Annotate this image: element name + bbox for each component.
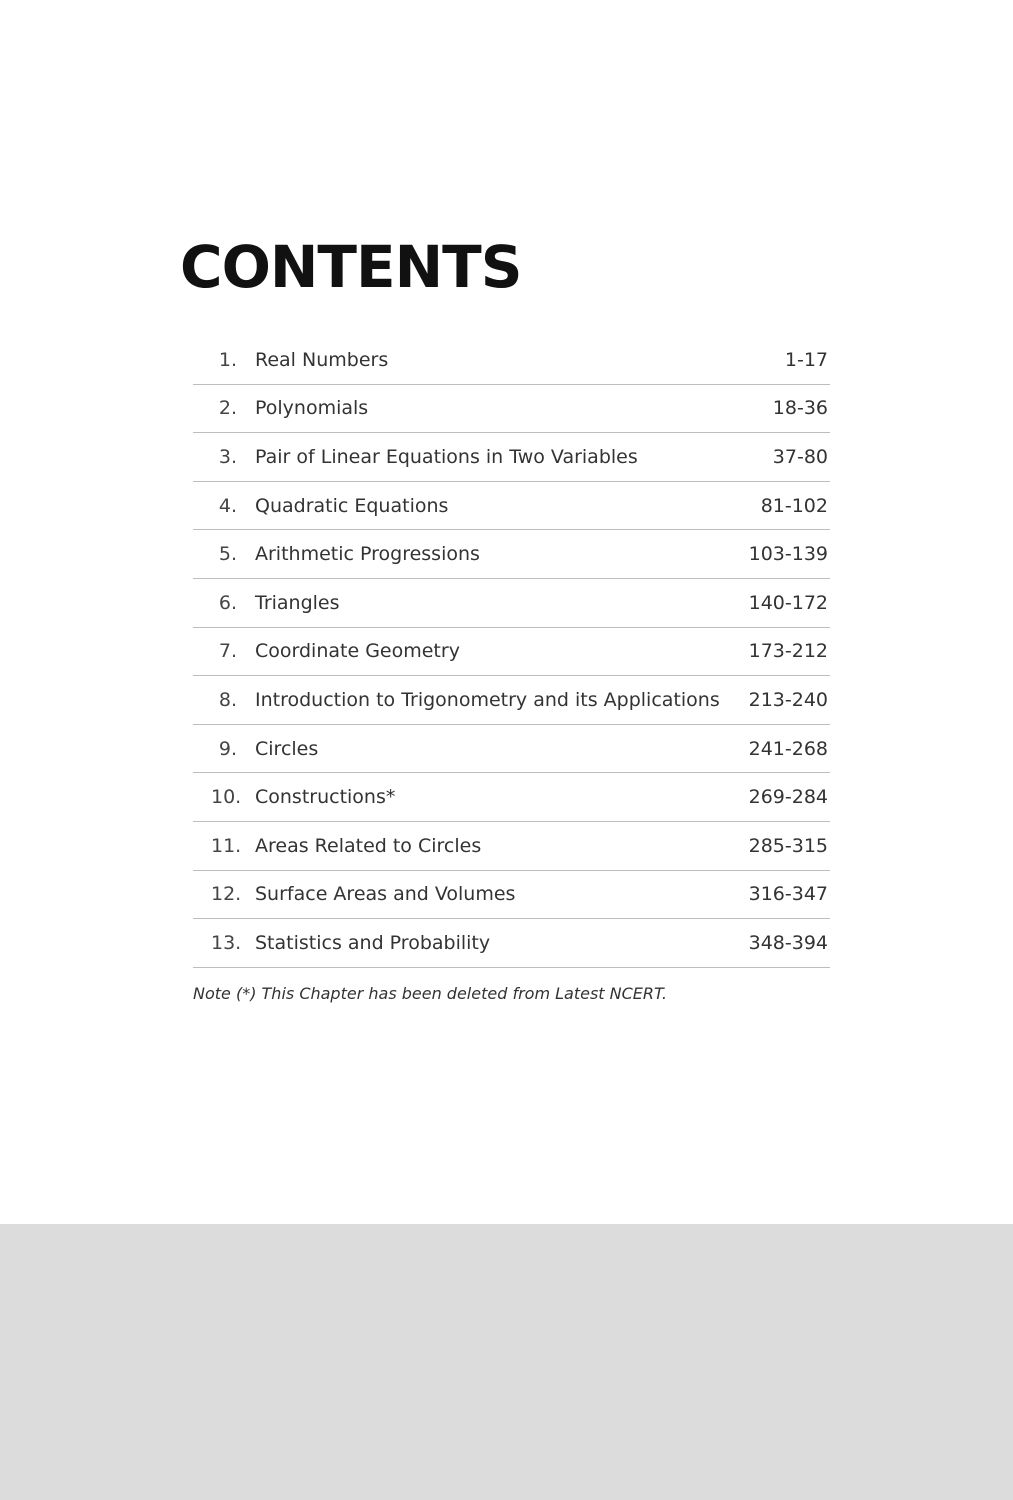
toc-row[interactable]: [193, 725, 830, 774]
toc-row[interactable]: [193, 871, 830, 920]
chapter-title-text: Surface Areas and Volumes: [255, 883, 516, 906]
chapter-pages: 103-139: [748, 543, 828, 566]
toc-row[interactable]: [193, 919, 830, 968]
chapter-title: [237, 883, 749, 905]
chapter-number: [193, 349, 237, 371]
chapter-pages: 348-394: [748, 931, 828, 954]
chapter-number-text: 9.: [218, 737, 237, 760]
chapter-number: [193, 689, 237, 711]
toc-row[interactable]: [193, 773, 830, 822]
chapter-pages: 18-36: [772, 397, 828, 420]
chapter-title: [237, 932, 749, 954]
toc-row[interactable]: [193, 822, 830, 871]
chapter-number-text: 3.: [218, 445, 237, 468]
chapter-title-text: Triangles: [255, 591, 340, 614]
chapter-pages: 81-102: [760, 494, 828, 517]
chapter-title: [237, 397, 773, 419]
chapter-number-text: 13.: [211, 931, 242, 954]
chapter-number: [193, 883, 242, 906]
chapter-title-text: Coordinate Geometry: [255, 640, 460, 663]
toc-row[interactable]: [193, 676, 830, 725]
chapter-title: [237, 495, 761, 517]
chapter-number-text: 11.: [211, 834, 242, 857]
chapter-pages: 241-268: [748, 737, 828, 760]
chapter-title-text: Circles: [255, 737, 319, 760]
chapter-number-text: 4.: [218, 494, 237, 517]
chapter-pages: 213-240: [748, 688, 828, 711]
chapter-number-text: 7.: [218, 640, 237, 663]
chapter-pages: 173-212: [748, 640, 828, 663]
chapter-number: [193, 786, 242, 809]
chapter-title: [237, 446, 773, 468]
chapter-number: [193, 397, 237, 419]
chapter-number: [193, 592, 237, 614]
chapter-number-text: 6.: [218, 591, 237, 614]
toc-row[interactable]: [193, 628, 830, 677]
chapter-number: [193, 495, 237, 517]
chapter-pages: 37-80: [772, 445, 828, 468]
chapter-title: [237, 786, 749, 808]
chapter-title-text: Introduction to Trigonometry and its Applications: [255, 688, 720, 711]
chapter-number: [193, 834, 242, 857]
chapter-title: [237, 640, 749, 662]
chapter-title: [237, 738, 749, 760]
table-of-contents: [193, 336, 830, 968]
chapter-pages: 285-315: [748, 834, 828, 857]
chapter-number-text: 5.: [218, 543, 237, 566]
chapter-title-text: Areas Related to Circles: [255, 834, 482, 857]
chapter-number: [193, 738, 237, 760]
chapter-title-text: Arithmetic Progressions: [255, 543, 480, 566]
chapter-title: [237, 349, 785, 371]
chapter-title: [237, 592, 749, 614]
chapter-pages: 316-347: [748, 883, 828, 906]
chapter-pages: 1-17: [784, 348, 828, 371]
chapter-title: [237, 689, 749, 711]
chapter-pages: 269-284: [748, 786, 828, 809]
toc-row[interactable]: [193, 482, 830, 531]
chapter-number-text: 2.: [218, 397, 237, 420]
chapter-number-text: 8.: [218, 688, 237, 711]
chapter-title: [237, 543, 749, 565]
toc-row[interactable]: [193, 336, 830, 385]
toc-row[interactable]: [193, 385, 830, 434]
chapter-number: [193, 640, 237, 662]
chapter-number-text: 1.: [218, 348, 237, 371]
toc-row[interactable]: [193, 579, 830, 628]
toc-row[interactable]: [193, 530, 830, 579]
chapter-title-text: Quadratic Equations: [255, 494, 449, 517]
chapter-title-text: Pair of Linear Equations in Two Variables: [255, 445, 638, 468]
footnote: Note (*) This Chapter has been deleted from Latest NCERT.: [193, 984, 667, 1003]
chapter-title-text: Constructions*: [255, 786, 396, 809]
chapter-title: [237, 835, 749, 857]
chapter-pages: 140-172: [748, 591, 828, 614]
toc-row[interactable]: [193, 433, 830, 482]
page-title: CONTENTS: [180, 233, 522, 301]
chapter-title-text: Statistics and Probability: [255, 931, 491, 954]
chapter-number-text: 12.: [211, 883, 242, 906]
chapter-title-text: Polynomials: [255, 397, 369, 420]
chapter-number: [193, 931, 242, 954]
chapter-number-text: 10.: [211, 786, 242, 809]
chapter-number: [193, 446, 237, 468]
chapter-title-text: Real Numbers: [255, 348, 389, 371]
bottom-background-band: [0, 1224, 1013, 1500]
chapter-number: [193, 543, 237, 565]
